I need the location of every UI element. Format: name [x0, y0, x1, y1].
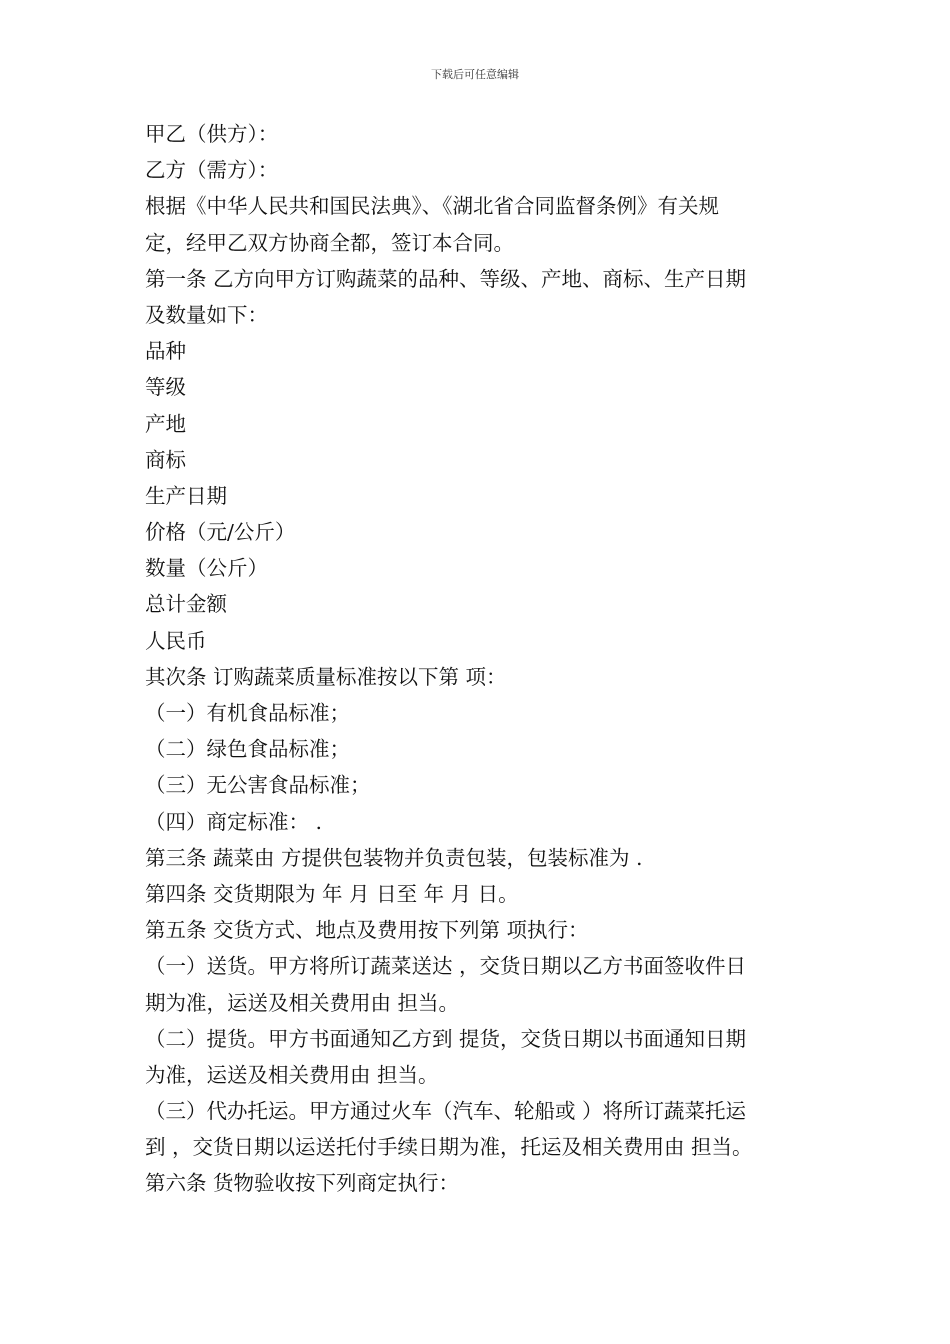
party-a-line: 甲乙（供方）：	[145, 122, 279, 146]
field-trademark: 商标	[145, 447, 186, 472]
article-1-line-1: 第一条 乙方向甲方订购蔬菜的品种、等级、产地、商标、生产日期	[145, 266, 747, 291]
article-6-line: 第六条 货物验收按下列商定执行：	[145, 1171, 460, 1196]
field-production-date: 生产日期	[145, 483, 227, 508]
field-rmb: 人民币	[145, 628, 207, 653]
field-price: 价格（元/公斤）	[145, 520, 296, 545]
field-quantity: 数量（公斤）	[145, 556, 268, 581]
party-b-line: 乙方（需方）：	[145, 158, 279, 183]
preamble-line-2: 定，经甲乙双方协商全都，签订本合同。	[145, 230, 514, 255]
article-2-option-1: （一）有机食品标准；	[145, 701, 350, 725]
field-total-amount: 总计金额	[145, 592, 227, 617]
article-5-line: 第五条 交货方式、地点及费用按下列第 项执行：	[145, 918, 589, 943]
article-2-option-3: （三）无公害食品标准；	[145, 773, 371, 798]
article-2-option-2: （二）绿色食品标准；	[145, 737, 350, 762]
article-5-option-3-line-1: （三）代办托运。甲方通过火车（汽车、轮船或 ）将所订蔬菜托运	[145, 1099, 747, 1124]
page-header-note: 下载后可任意编辑	[431, 68, 519, 81]
preamble-line-1: 根据《中华人民共和国民法典》、《湖北省合同监督条例》有关规	[145, 194, 719, 219]
field-origin: 产地	[145, 411, 186, 436]
article-5-option-2-line-1: （二）提货。甲方书面通知乙方到 提货，交货日期以书面通知日期	[145, 1026, 747, 1051]
article-3-line: 第三条 蔬菜由 方提供包装物并负责包装，包装标准为 .	[145, 845, 643, 870]
article-4-line: 第四条 交货期限为 年 月 日至 年 月 日。	[145, 881, 519, 906]
article-2-option-4: （四）商定标准： .	[145, 809, 323, 834]
article-2-line: 其次条 订购蔬菜质量标准按以下第 项：	[145, 664, 507, 689]
article-5-option-3-line-2: 到 ，交货日期以运送托付手续日期为准，托运及相关费用由 担当。	[145, 1135, 753, 1160]
document-body	[145, 116, 810, 1202]
field-grade: 等级	[145, 375, 186, 400]
article-5-option-1-line-2: 期为准，运送及相关费用由 担当。	[145, 990, 460, 1015]
article-1-line-2: 及数量如下：	[145, 302, 268, 327]
article-5-option-1-line-1: （一）送货。甲方将所订蔬菜送达 ，交货日期以乙方书面签收件日	[145, 954, 747, 979]
field-variety: 品种	[145, 339, 186, 364]
article-5-option-2-line-2: 为准，运送及相关费用由 担当。	[145, 1062, 439, 1087]
